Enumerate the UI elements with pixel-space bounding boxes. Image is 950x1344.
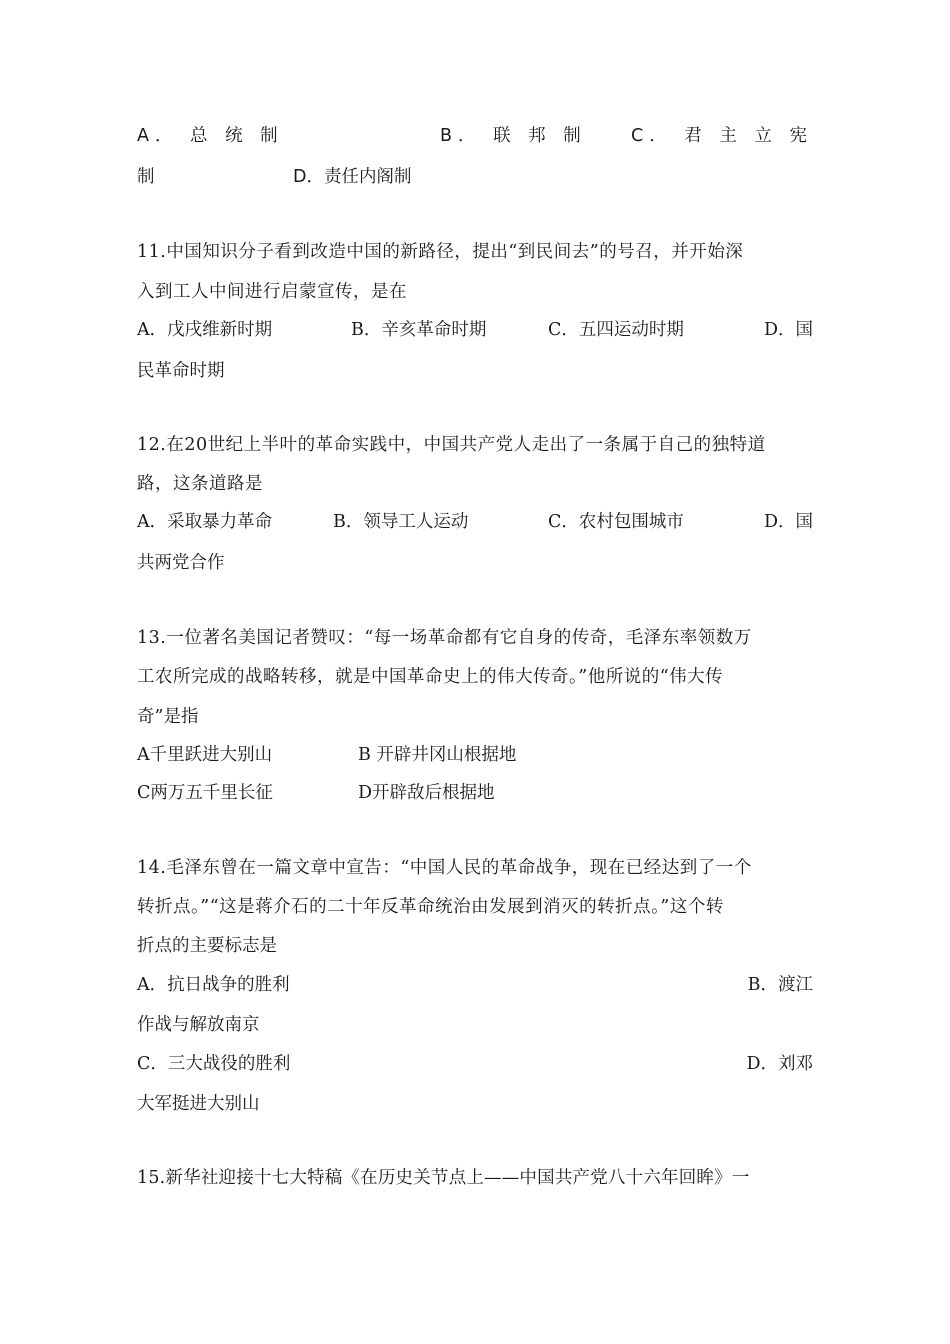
q13-option-a: A千里跃进大别山 xyxy=(137,745,273,765)
q13-option-d: D开辟敌后根据地 xyxy=(358,783,495,803)
q10-option-b: B． 联 邦 制 xyxy=(440,126,587,146)
q13-options-row1 xyxy=(137,741,813,769)
q14-option-d-cont: 大军挺进大别山 xyxy=(137,1094,260,1114)
q11-option-c: C．五四运动时期 xyxy=(548,320,684,340)
q10-options-row1 xyxy=(137,122,813,150)
q12-option-d-cont: 共两党合作 xyxy=(137,553,225,573)
q12-stem-line2: 路，这条道路是 xyxy=(137,474,263,494)
q11-option-a: A．戊戌维新时期 xyxy=(137,320,273,340)
q12-stem-line1: 12.在20世纪上半叶的革命实践中，中国共产党人走出了一条属于自己的独特道 xyxy=(137,435,766,455)
q12-option-c: C．农村包围城市 xyxy=(548,512,684,532)
q11-options-row xyxy=(137,316,813,344)
q13-option-c: C两万五千里长征 xyxy=(137,783,273,803)
q13-stem-line1: 13.一位著名美国记者赞叹：“每一场革命都有它自身的传奇，毛泽东率领数万 xyxy=(137,628,752,648)
q12-option-a: A．采取暴力革命 xyxy=(137,512,273,532)
q11-stem-line1: 11.中国知识分子看到改造中国的新路径，提出“到民间去”的号召，并开始深 xyxy=(137,242,744,262)
q12-options-row xyxy=(137,508,813,536)
q11-stem-line2: 入到工人中间进行启蒙宣传，是在 xyxy=(137,282,407,302)
q10-option-c: C． 君 主 立 宪 xyxy=(631,126,813,146)
q14-option-b-cont: 作战与解放南京 xyxy=(137,1015,260,1035)
q11-option-d-cont: 民革命时期 xyxy=(137,361,225,381)
q14-option-c: C．三大战役的胜利 xyxy=(137,1054,291,1074)
q14-option-d: D．刘邓 xyxy=(746,1054,813,1074)
q10-option-a: A． 总 统 制 xyxy=(137,126,284,146)
q12-option-b: B．领导工人运动 xyxy=(333,512,469,532)
q10-option-d: D．责任内阁制 xyxy=(293,167,412,187)
q14-options-row1 xyxy=(137,971,813,999)
q11-option-b: B．辛亥革命时期 xyxy=(351,320,487,340)
q11-option-d: D．国 xyxy=(763,320,813,340)
q13-stem-line3: 奇”是指 xyxy=(137,707,199,727)
q12-option-d: D．国 xyxy=(763,512,813,532)
q10-options-row2 xyxy=(137,163,813,191)
q14-option-b: B．渡江 xyxy=(747,975,813,995)
q14-stem-line2: 转折点。”“这是蒋介石的二十年反革命统治由发展到消灭的转折点。”这个转 xyxy=(137,897,724,917)
q10-option-c-cont: 制 xyxy=(137,167,155,187)
q14-option-a: A．抗日战争的胜利 xyxy=(137,975,290,995)
q14-options-row2 xyxy=(137,1050,813,1078)
q15-stem-line1: 15.新华社迎接十七大特稿《在历史关节点上——中国共产党八十六年回眸》一 xyxy=(137,1168,750,1188)
q13-option-b: B 开辟井冈山根据地 xyxy=(358,745,517,765)
q13-options-row2 xyxy=(137,779,813,807)
q14-stem-line1: 14.毛泽东曾在一篇文章中宣告：“中国人民的革命战争，现在已经达到了一个 xyxy=(137,858,752,878)
q13-stem-line2: 工农所完成的战略转移，就是中国革命史上的伟大传奇。”他所说的“伟大传 xyxy=(137,667,724,687)
q14-stem-line3: 折点的主要标志是 xyxy=(137,936,277,956)
